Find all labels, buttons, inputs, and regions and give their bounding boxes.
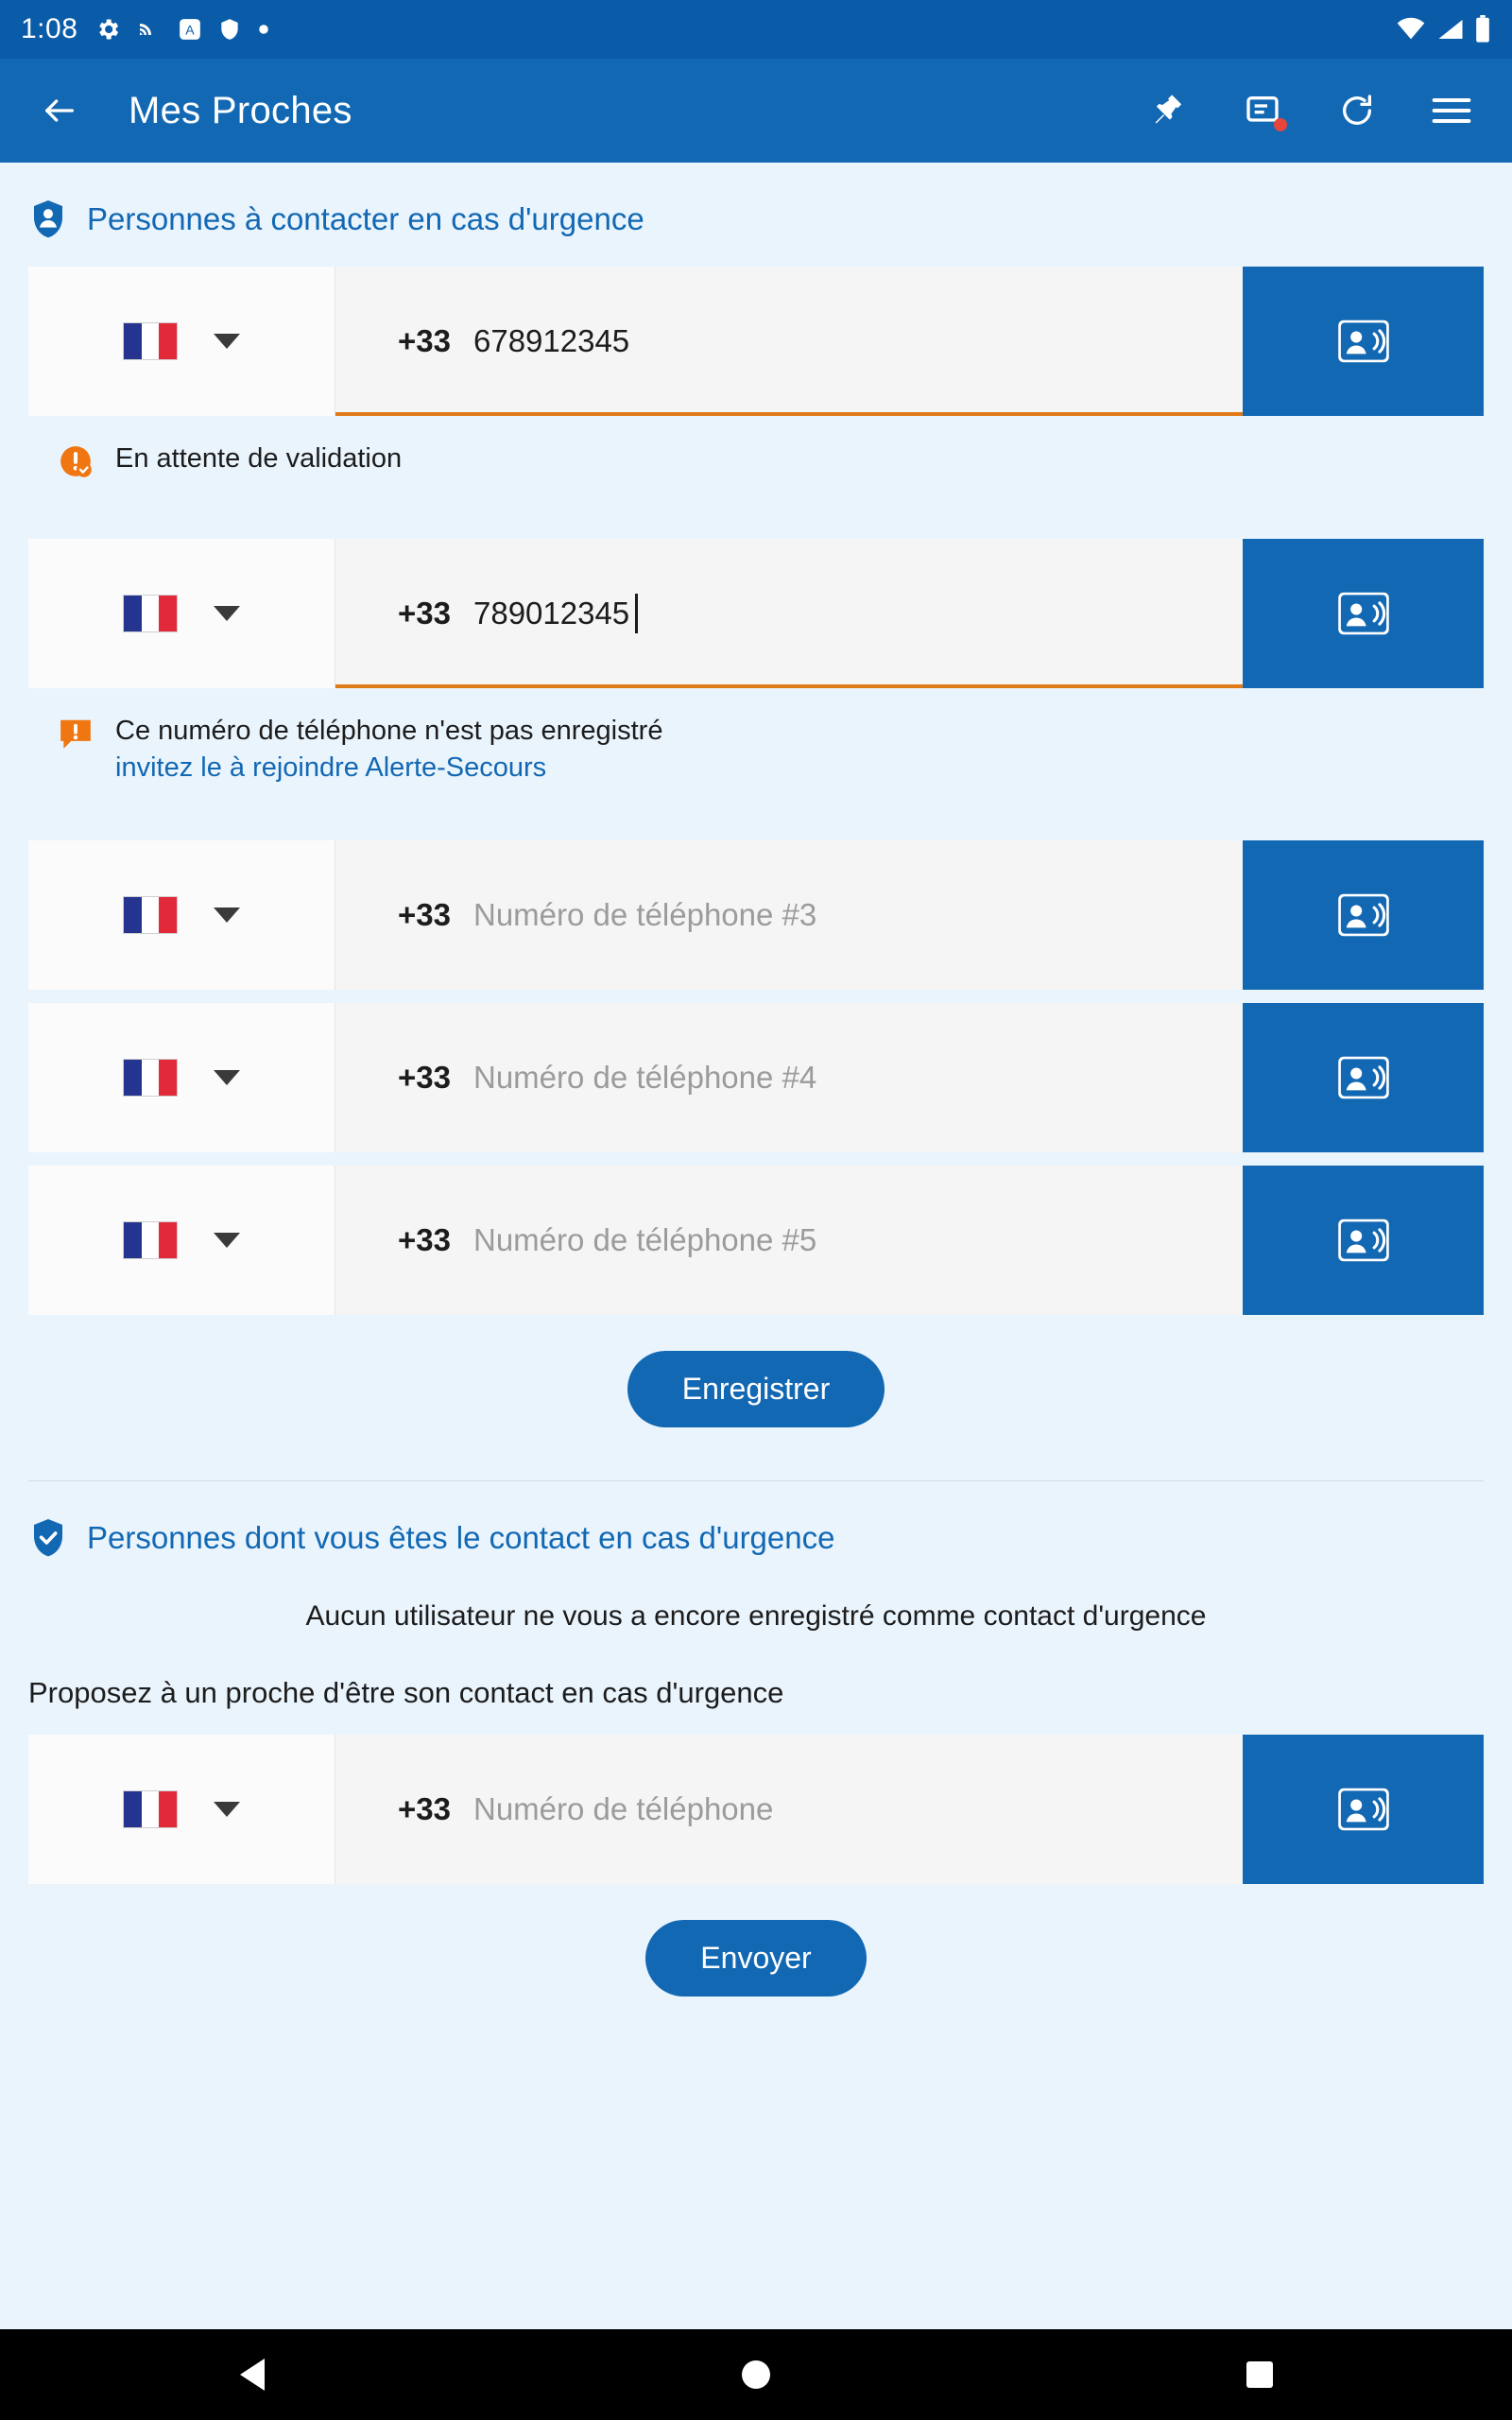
fr-flag-icon [123,1059,178,1097]
phone-row-5 [28,1166,1484,1315]
chevron-down-icon [214,606,240,621]
battery-icon [1474,15,1491,43]
message-icon[interactable] [1236,84,1289,137]
phone-prefix-5: +33 [398,1222,451,1258]
status-message-2 [28,688,1484,787]
phone-row-1 [28,267,1484,416]
app-bar [0,59,1512,163]
phone-row-4 [28,1003,1484,1152]
shield-icon [217,16,242,43]
status-bar [0,0,1512,59]
country-select-3[interactable] [28,840,335,990]
phone-placeholder-5: Numéro de téléphone #5 [472,1222,817,1258]
shield-person-icon [28,197,68,242]
empty-state-text: Aucun utilisateur ne vous a encore enregistré comme contact d'urgence [305,1600,1207,1633]
phone-row-2 [28,539,1484,688]
send-button[interactable]: Envoyer [645,1920,866,1996]
phone-placeholder-3: Numéro de téléphone #3 [472,897,817,933]
contact-picker-button-propose[interactable] [1243,1735,1484,1884]
phone-input-propose[interactable] [335,1735,1243,1884]
app-a-icon [178,17,202,42]
phone-input-3[interactable] [335,840,1243,990]
status-message-1 [28,416,1484,486]
refresh-icon[interactable] [1331,84,1383,137]
contact-picker-button-5[interactable] [1243,1166,1484,1315]
text-cursor [635,594,638,633]
status-icons-right [1395,15,1491,43]
main-content [0,163,1512,2168]
phone-input-1[interactable] [335,267,1243,416]
invite-link[interactable]: invitez le à rejoindre Alerte-Secours [115,752,547,784]
status-text-1: En attente de validation [115,443,403,474]
phone-input-2[interactable] [335,539,1243,688]
menu-icon[interactable] [1425,84,1478,137]
phone-placeholder-4: Numéro de téléphone #4 [472,1060,817,1096]
status-text-2: Ce numéro de téléphone n'est pas enregistré [115,716,663,746]
signal-icon [1436,17,1465,42]
cast-icon [136,18,163,41]
fr-flag-icon [123,1221,178,1259]
warning-icon [57,713,94,754]
bottom-filler [0,2168,1512,2329]
send-button-wrap [0,1884,1512,1996]
fr-flag-icon [123,322,178,360]
chevron-down-icon [214,334,240,349]
contact-picker-button-1[interactable] [1243,267,1484,416]
nav-home-icon[interactable] [699,2329,813,2420]
section-emergency-contacts-header [0,163,1512,267]
app-bar-actions [1142,84,1484,137]
chevron-down-icon [214,1802,240,1817]
nav-back-icon[interactable] [196,2329,309,2420]
phone-row-3 [28,840,1484,990]
phone-prefix-propose: +33 [398,1791,451,1827]
contact-picker-button-3[interactable] [1243,840,1484,990]
svg-text:A: A [185,22,196,38]
input-underline-2 [335,684,1243,688]
back-arrow-icon[interactable] [32,83,87,138]
propose-row-wrap [0,1735,1512,1884]
pending-icon [57,441,94,482]
pin-icon[interactable] [1142,84,1194,137]
phone-input-5[interactable] [335,1166,1243,1315]
save-button-wrap [0,1315,1512,1427]
propose-text: Proposez à un proche d'être son contact en cas d'urgence [28,1676,784,1710]
chevron-down-icon [214,1070,240,1085]
chevron-down-icon [214,1233,240,1248]
message-badge [1274,118,1287,131]
phone-prefix-2: +33 [398,596,451,631]
status-icons-left [94,16,270,43]
chevron-down-icon [214,908,240,923]
nav-recents-icon[interactable] [1203,2329,1316,2420]
shield-check-icon [28,1515,68,1561]
phone-row-propose [28,1735,1484,1884]
country-select-propose[interactable] [28,1735,335,1884]
section-title-reverse: Personnes dont vous êtes le contact en cas d'urgence [87,1520,835,1556]
country-select-4[interactable] [28,1003,335,1152]
save-button[interactable]: Enregistrer [627,1351,885,1427]
section-reverse-contacts-header [0,1481,1512,1585]
fr-flag-icon [123,896,178,934]
system-nav-bar [0,2329,1512,2420]
contact-picker-button-4[interactable] [1243,1003,1484,1152]
phone-prefix-3: +33 [398,897,451,933]
country-select-2[interactable] [28,539,335,688]
country-select-5[interactable] [28,1166,335,1315]
fr-flag-icon [123,1790,178,1828]
fr-flag-icon [123,595,178,632]
section-title-emergency: Personnes à contacter en cas d'urgence [87,201,644,236]
wifi-icon [1395,17,1427,42]
contact-picker-button-2[interactable] [1243,539,1484,688]
phone-prefix-1: +33 [398,323,451,358]
dot-icon [257,23,270,36]
country-select-1[interactable] [28,267,335,416]
input-underline-1 [335,412,1243,416]
phone-value-1: 678912345 [472,323,630,358]
page-title: Mes Proches [129,89,352,131]
phone-input-4[interactable] [335,1003,1243,1152]
phone-value-2: 789012345 [472,596,630,631]
phone-placeholder-propose: Numéro de téléphone [472,1791,774,1827]
status-clock: 1:08 [21,13,78,44]
phone-prefix-4: +33 [398,1060,451,1096]
gear-icon [94,16,121,43]
emergency-contact-rows [0,267,1512,1315]
